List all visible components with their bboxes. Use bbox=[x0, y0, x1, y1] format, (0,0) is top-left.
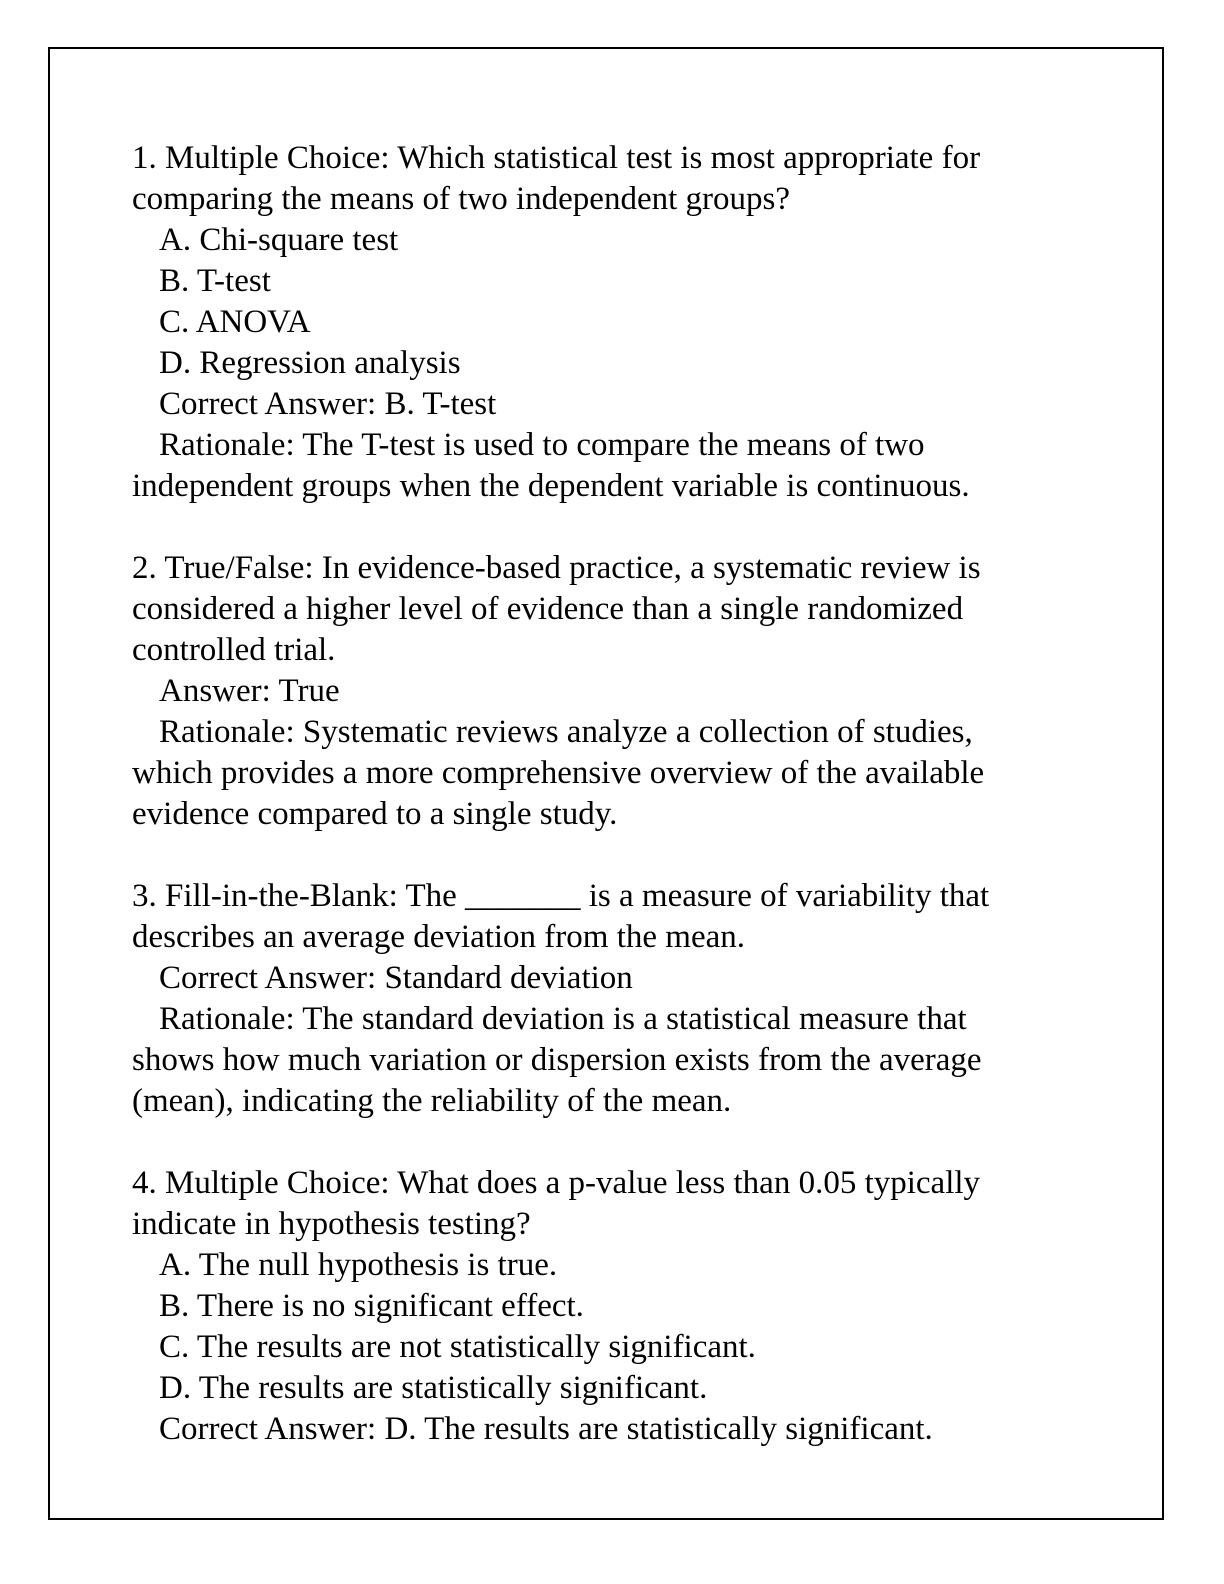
question-prompt: 4. Multiple Choice: What does a p-value less than 0.05 typically bbox=[132, 1165, 981, 1201]
option-c: C. ANOVA bbox=[159, 304, 311, 340]
rationale: Rationale: Systematic reviews analyze a collection of studies, bbox=[159, 714, 973, 750]
option-d: D. The results are statistically significant. bbox=[159, 1370, 708, 1406]
option-b: B. There is no significant effect. bbox=[159, 1288, 584, 1324]
rationale: which provides a more comprehensive overview of the available bbox=[132, 755, 985, 791]
option-c: C. The results are not statistically significant. bbox=[159, 1329, 756, 1365]
question-prompt: 1. Multiple Choice: Which statistical test is most appropriate for bbox=[132, 140, 981, 176]
option-d: D. Regression analysis bbox=[159, 345, 461, 381]
rationale: evidence compared to a single study. bbox=[132, 796, 618, 832]
question-prompt: 3. Fill-in-the-Blank: The _______ is a measure of variability that bbox=[132, 878, 990, 914]
document-body bbox=[132, 138, 1092, 1491]
rationale: independent groups when the dependent variable is continuous. bbox=[132, 468, 970, 504]
question-prompt: controlled trial. bbox=[132, 632, 336, 668]
question-prompt: indicate in hypothesis testing? bbox=[132, 1206, 531, 1242]
question-prompt: considered a higher level of evidence than a single randomized bbox=[132, 591, 964, 627]
rationale: Rationale: The T-test is used to compare the means of two bbox=[159, 427, 925, 463]
option-a: A. Chi-square test bbox=[159, 222, 399, 258]
rationale: shows how much variation or dispersion exists from the average bbox=[132, 1042, 982, 1078]
correct-answer: Correct Answer: B. T-test bbox=[159, 386, 497, 422]
correct-answer: Correct Answer: Standard deviation bbox=[159, 960, 633, 996]
question-prompt: 2. True/False: In evidence-based practice, a systematic review is bbox=[132, 550, 981, 586]
question-4 bbox=[132, 1163, 1092, 1450]
question-3 bbox=[132, 876, 1092, 1122]
correct-answer: Answer: True bbox=[159, 673, 340, 709]
correct-answer: Correct Answer: D. The results are statistically significant. bbox=[159, 1411, 933, 1447]
rationale: (mean), indicating the reliability of the mean. bbox=[132, 1083, 732, 1119]
question-2 bbox=[132, 548, 1092, 835]
option-b: B. T-test bbox=[159, 263, 271, 299]
rationale: Rationale: The standard deviation is a statistical measure that bbox=[159, 1001, 967, 1037]
question-prompt: describes an average deviation from the mean. bbox=[132, 919, 745, 955]
option-a: A. The null hypothesis is true. bbox=[159, 1247, 558, 1283]
question-prompt: comparing the means of two independent groups? bbox=[132, 181, 790, 217]
question-1 bbox=[132, 138, 1092, 507]
